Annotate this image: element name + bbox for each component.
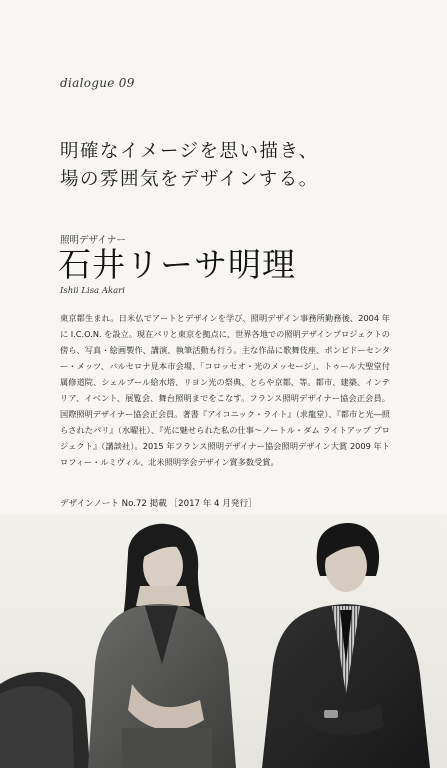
headline-line-1: 明確なイメージを思い描き、 [60, 141, 319, 162]
person-role: 照明デザイナー [60, 235, 126, 246]
person-name-japanese: 石井リーサ明理 [58, 245, 296, 284]
publication-source: デザインノート No.72 掲載 ［2017 年 4 月発行］ [60, 499, 257, 509]
person-name-romanized: Ishii Lisa Akari [60, 286, 125, 296]
portrait-photo [0, 514, 447, 768]
person-biography: 東京都生まれ。日米仏でアートとデザインを学び、照明デザイン事務所勤務後、2004 年に I.C.O.N. を設立。現在パリと東京を拠点に、世界各地での照明デザインプロジェクトの傍ら、写真・絵画製作、講演、執筆活動も行う。主な作品に歌舞伎座、ポンピドーセンター・メッツ、バルセロナ見本市会場、「コロッセオ・光のメッセージ」、トゥール大聖堂付属修道院、シェルブール給水塔、リヨン光の祭典、とらや京都、等。都市、建築、インテリア、イベント、展覧会、舞台照明までをこなす。フランス照明デザイナー協会正会員。国際照明デザイナー協会正会員。著書『アイコニック・ライト』（求龍堂）、『都市と光―照らされたパリ』（水曜社）、『光に魅せられた私の仕事～ノートル・ダム ライトアップ プロジェクト』（講談社）。2015 年フランス照明デザイナー協会照明デザイン大賞 2009 年トロフィー・ルミヴィル、北米照明学会デザイン賞多数受賞。 [60, 313, 390, 467]
series-kicker: dialogue 09 [60, 76, 135, 90]
headline [60, 138, 420, 194]
headline-line-2: 場の雰囲気をデザインする。 [60, 169, 319, 190]
